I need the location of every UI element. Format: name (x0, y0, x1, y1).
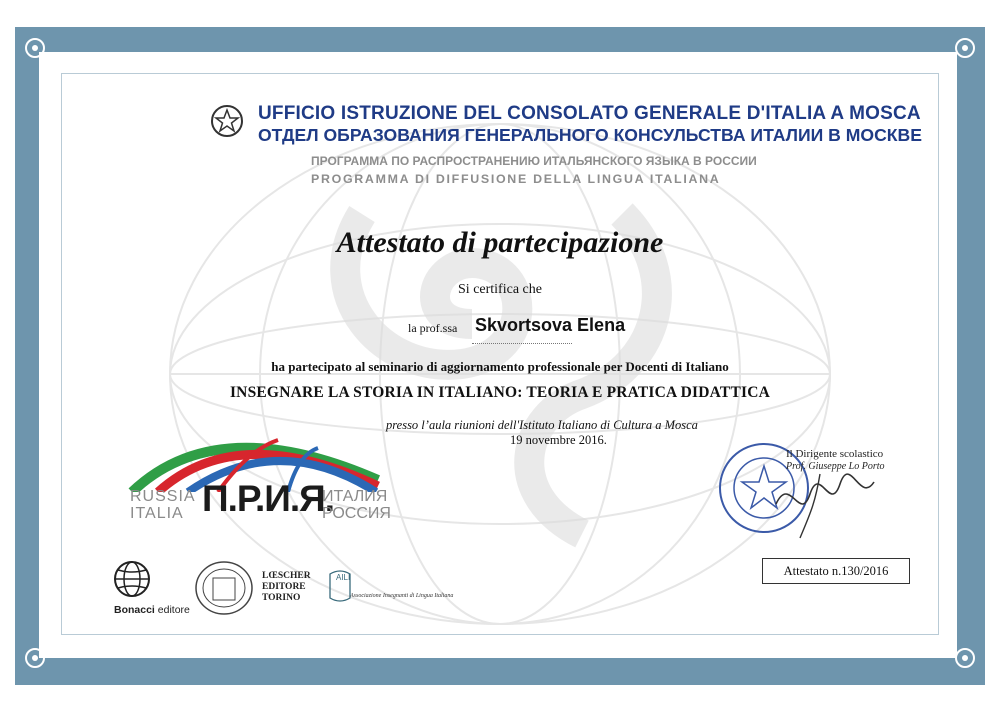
bonacci-suffix: editore (154, 604, 190, 616)
signatory-name: Prof. Giuseppe Lo Porto (786, 461, 885, 472)
pria-right-line: ИТАЛИЯ (322, 488, 388, 505)
venue-text: presso l’aula riunioni dell'Istituto Italiano di Cultura a Mosca (386, 418, 698, 432)
certificate-title: Attestato di partecipazione (336, 226, 664, 259)
prof-label: la prof.ssa (408, 321, 458, 335)
pria-left-text (130, 488, 196, 522)
corner-ornament-icon (953, 36, 977, 60)
italian-emblem-icon (210, 104, 244, 138)
program-title-italian: PROGRAMMA DI DIFFUSIONE DELLA LINGUA ITALIANA (311, 172, 721, 186)
office-title-russian: ОТДЕЛ ОБРАЗОВАНИЯ ГЕНЕРАЛЬНОГО КОНСУЛЬСТВА ИТАЛИИ В МОСКВЕ (258, 125, 922, 145)
pria-acronym: П.Р.И.Я. (202, 478, 335, 519)
loescher-seal-icon (193, 560, 255, 616)
bonacci-globe-icon (113, 560, 151, 598)
corner-ornament-icon (23, 36, 47, 60)
aili-abbreviation: AILI (336, 573, 351, 582)
loescher-line: LŒSCHER (262, 571, 311, 581)
corner-ornament-icon (953, 646, 977, 670)
pria-left-line: ITALIA (130, 505, 184, 522)
name-dotted-line (472, 343, 572, 344)
attestato-number: Attestato n.130/2016 (762, 558, 910, 584)
pria-right-line: РОССИЯ (322, 505, 391, 522)
course-title: INSEGNARE LA STORIA IN ITALIANO: TEORIA E PRATICA DIDATTICA (229, 384, 771, 401)
corner-ornament-icon (23, 646, 47, 670)
aili-full-name: Associazione Insegnanti di Lingua Italiana (350, 593, 454, 599)
bonacci-logo-text (114, 604, 190, 616)
office-title-italian: UFFICIO ISTRUZIONE DEL CONSOLATO GENERALE D'ITALIA A MOSCA (258, 103, 921, 124)
certifies-text: Si certifica che (458, 282, 542, 297)
pria-left-line: RUSSIA (130, 488, 196, 505)
bonacci-name: Bonacci (114, 604, 155, 616)
signatory-role: Il Dirigente scolastico (786, 448, 884, 460)
pria-right-text (322, 488, 391, 522)
participant-name: Skvortsova Elena (475, 315, 626, 335)
participation-text: ha partecipato al seminario di aggiornamento professionale per Docenti di Italiano (271, 359, 729, 374)
handwritten-signature (770, 464, 880, 542)
event-date: 19 novembre 2016. (510, 433, 607, 447)
loescher-logo-text (262, 571, 311, 604)
loescher-line: TORINO (262, 593, 301, 603)
program-title-russian: ПРОГРАММА ПО РАСПРОСТРАНЕНИЮ ИТАЛЬЯНСКОГО ЯЗЫКА В РОССИИ (311, 154, 757, 168)
loescher-line: EDITORE (262, 582, 306, 592)
